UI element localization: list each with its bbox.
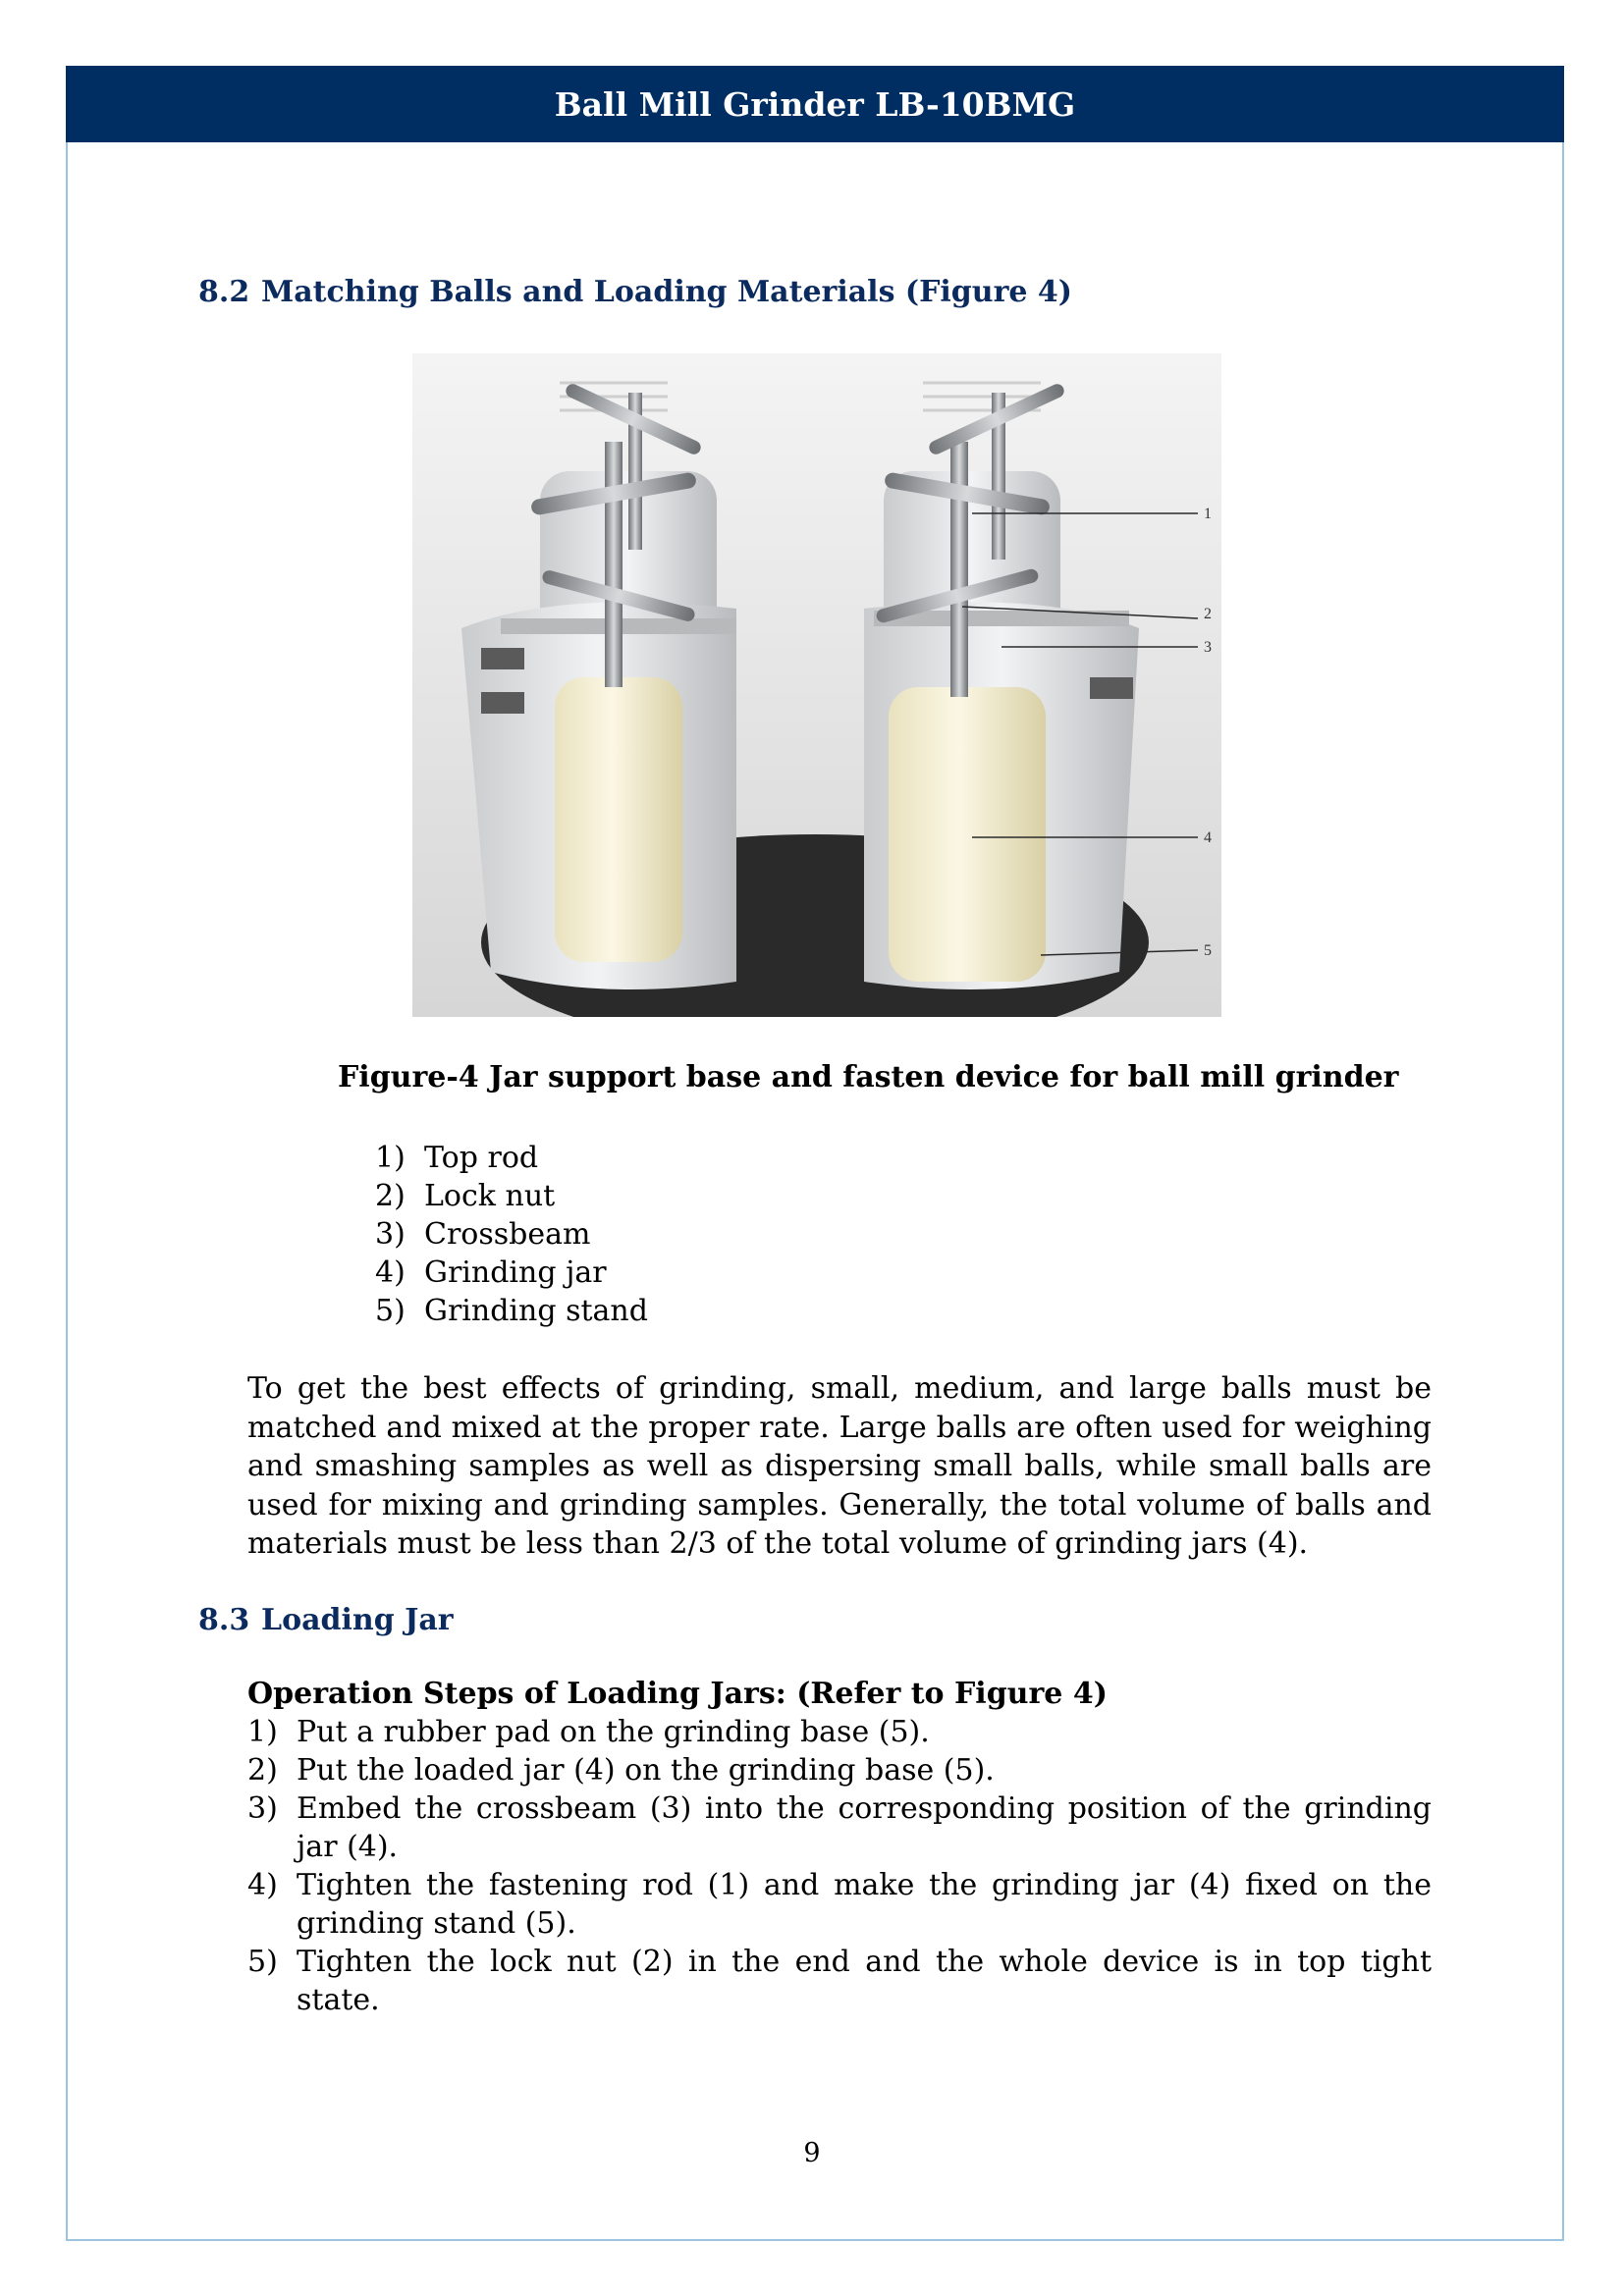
figure-4-photo bbox=[412, 353, 1221, 1017]
callout-3: 3 bbox=[1204, 639, 1212, 656]
steps-list bbox=[247, 1713, 1432, 2019]
list-item: 4) Tighten the fastening rod (1) and make the grinding jar (4) fixed on the grinding stand (5). bbox=[247, 1868, 1432, 1941]
header-bar bbox=[66, 66, 1564, 142]
list-item: 2) Lock nut bbox=[375, 1179, 556, 1213]
list-item: 3) Embed the crossbeam (3) into the corresponding position of the grinding jar (4). bbox=[247, 1791, 1432, 1864]
list-item: 2) Put the loaded jar (4) on the grinding base (5). bbox=[247, 1753, 995, 1788]
callout-5: 5 bbox=[1204, 942, 1212, 959]
callout-2: 2 bbox=[1204, 606, 1212, 622]
document-title: Ball Mill Grinder LB-10BMG bbox=[554, 84, 1076, 124]
section-heading-8-3 bbox=[198, 1603, 454, 1637]
figure-caption: Figure-4 Jar support base and fasten device for ball mill grinder bbox=[338, 1060, 1399, 1095]
list-item: 3) Crossbeam bbox=[375, 1217, 591, 1252]
ball-mill-illustration bbox=[412, 353, 1221, 1017]
section-title: Loading Jar bbox=[261, 1603, 454, 1637]
figure-legend bbox=[375, 1139, 648, 1330]
section-number: 8.3 bbox=[198, 1603, 250, 1637]
section-title: Matching Balls and Loading Materials (Figure 4) bbox=[261, 275, 1072, 309]
list-item: 1) Top rod bbox=[375, 1141, 539, 1175]
section-number: 8.2 bbox=[198, 275, 250, 309]
list-item: 5) Grinding stand bbox=[375, 1294, 648, 1328]
callout-4: 4 bbox=[1204, 829, 1212, 846]
list-item: 1) Put a rubber pad on the grinding base (5). bbox=[247, 1715, 930, 1749]
page-number: 9 bbox=[803, 2138, 821, 2168]
list-item: 5) Tighten the lock nut (2) in the end and the whole device is in top tight state. bbox=[247, 1945, 1432, 2017]
list-item: 4) Grinding jar bbox=[375, 1255, 607, 1290]
steps-title: Operation Steps of Loading Jars: (Refer to Figure 4) bbox=[247, 1677, 1108, 1711]
body-paragraph: To get the best effects of grinding, small, medium, and large balls must be matched and mixed at the proper rate. Large balls are often used for weighing and smashing samples as well as dispersing small balls, while small balls are used for mixing and grinding samples. Generally, the total volume of balls and materials must be less than 2/3 of the total volume of grinding jars (4). bbox=[247, 1371, 1432, 1561]
section-heading-8-2 bbox=[198, 275, 1072, 309]
callout-1: 1 bbox=[1204, 506, 1212, 522]
